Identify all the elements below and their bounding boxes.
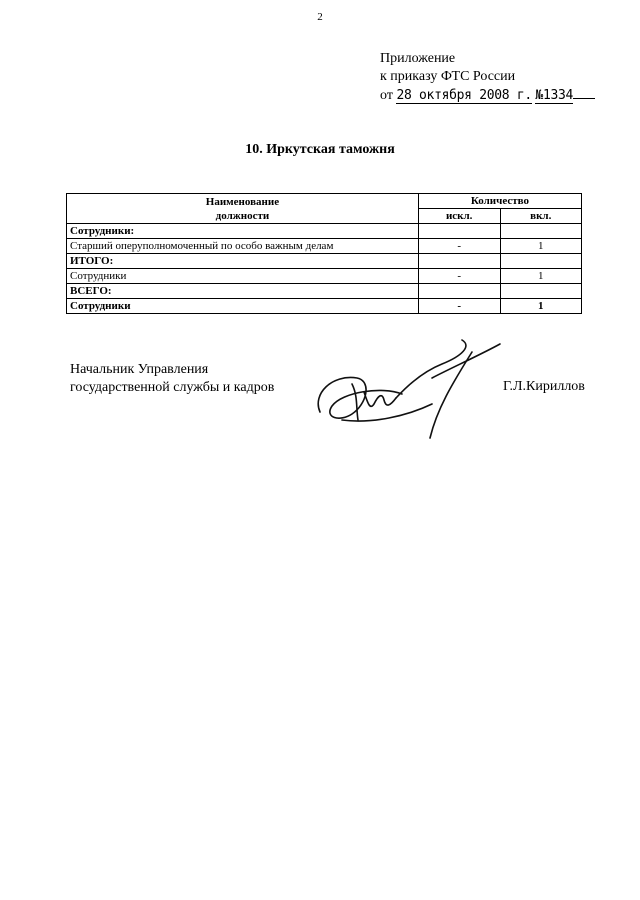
position-cell: Старший оперуполномоченный по особо важным делам [67,239,419,254]
position-cell: Сотрудники [67,299,419,314]
order-number: №1334 [535,88,574,103]
table-body [67,224,582,314]
table-row [67,239,582,254]
excluded-count-cell [418,284,500,299]
table-row [67,254,582,269]
excluded-count-cell: - [418,239,500,254]
header-name-line1: Наименование [205,195,280,208]
table-row [67,284,582,299]
position-cell: ИТОГО: [67,254,419,269]
header-included: вкл. [500,209,582,224]
staffing-table [66,193,582,314]
excluded-count-cell [418,224,500,239]
order-number-underline [573,86,595,99]
signatory-name: Г.Л.Кириллов [503,379,585,394]
page-number: 2 [317,11,323,23]
table-row [67,224,582,239]
order-date: 28 октября 2008 г. [396,88,532,103]
included-count-cell: 1 [500,239,582,254]
table-row [67,299,582,314]
included-count-cell: 1 [500,269,582,284]
order-date-line [380,86,595,105]
handwritten-signature [312,334,512,444]
order-reference: к приказу ФТС России [380,69,516,84]
signatory-position-line1: Начальник Управления [70,362,209,377]
header-excluded: искл. [418,209,500,224]
included-count-cell [500,254,582,269]
table-header-row [67,194,582,209]
excluded-count-cell [418,254,500,269]
excluded-count-cell: - [418,269,500,284]
date-prefix: от [380,88,393,103]
position-cell: ВСЕГО: [67,284,419,299]
signatory-position-line2: государственной службы и кадров [70,380,275,395]
header-position-name [67,194,419,224]
appendix-header [380,50,595,105]
position-cell: Сотрудники [67,269,419,284]
included-count-cell [500,284,582,299]
table-row [67,269,582,284]
header-name-line2: должности [215,209,270,222]
document-title: 10. Иркутская таможня [245,142,395,157]
header-quantity: Количество [418,194,581,209]
included-count-cell: 1 [500,299,582,314]
signatory-position [70,361,274,397]
included-count-cell [500,224,582,239]
excluded-count-cell: - [418,299,500,314]
position-cell: Сотрудники: [67,224,419,239]
appendix-label: Приложение [380,51,456,66]
